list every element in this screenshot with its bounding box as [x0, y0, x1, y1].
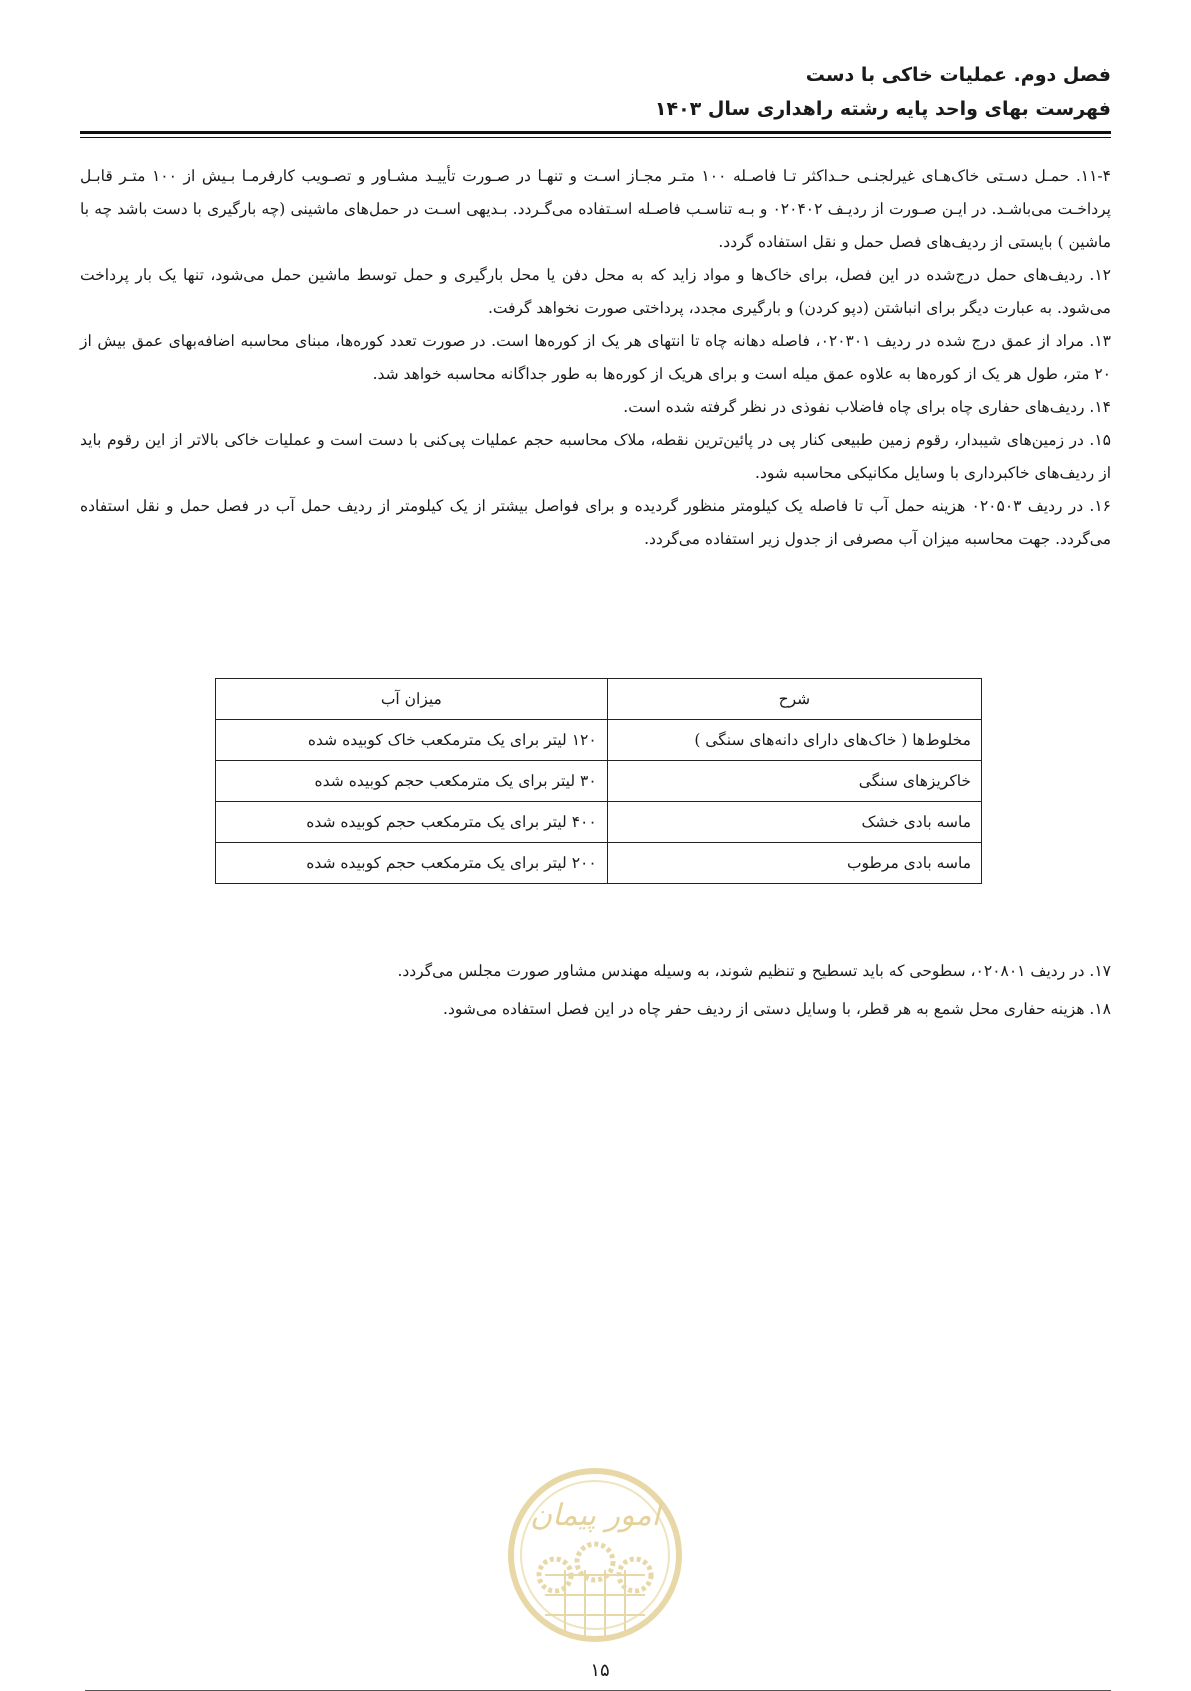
table-row [216, 761, 982, 802]
table-row [216, 843, 982, 884]
note-paragraph: ۱۳. مراد از عمق درج شده در ردیف ۰۲۰۳۰۱، فاصله دهانه چاه تا انتهای هر یک از کوره‌ها است. در صورت تعدد کوره‌ها، مبنای محاسبه اضافه‌بهای عمق بیش از ۲۰ متر، طول هر یک از کوره‌ها به علاوه عمق میله است و برای هریک از کوره‌ها به طور جداگانه محاسبه خواهد شد. [80, 332, 1111, 383]
note-paragraph: ۱۷. در ردیف ۰۲۰۸۰۱، سطوحی که باید تسطیح و تنظیم شوند، به وسیله مهندس مشاور صورت مجلس می‌گردد. [397, 962, 1111, 980]
page-number: ۱۵ [590, 1660, 610, 1681]
table-row [216, 802, 982, 843]
notes-section-after-table [80, 952, 1111, 1028]
header-rule-thin [80, 137, 1111, 138]
note-paragraph: ۱۵. در زمین‌های شیبدار، رقوم زمین طبیعی کنار پی در پائین‌ترین نقطه، ملاک محاسبه حجم عملیات پی‌کنی با دست است و عملیات خاکی بالاتر از این رقوم باید از ردیف‌های خاکبرداری با وسایل مکانیکی محاسبه شود. [80, 431, 1111, 482]
chapter-title: فصل دوم. عملیات خاکی با دست [805, 64, 1111, 86]
table-cell-description: مخلوط‌ها ( خاک‌های دارای دانه‌های سنگی ) [607, 720, 981, 761]
header-rule-thick [80, 131, 1111, 134]
water-consumption-table [215, 678, 982, 884]
table-cell-description: ماسه بادی مرطوب [607, 843, 981, 884]
table-cell-water-amount: ۳۰ لیتر برای یک مترمکعب حجم کوبیده شده [216, 761, 608, 802]
note-paragraph: ۱۲. ردیف‌های حمل درج‌شده در این فصل، برای خاک‌ها و مواد زاید که به محل دفن یا محل بارگیری و حمل توسط ماشین حمل می‌شود، تنها یک بار پرداخت می‌شود. به عبارت دیگر برای انباشتن (دپو کردن) و بارگیری مجدد، پرداختی صورت نخواهد گرفت. [80, 266, 1111, 317]
table-cell-water-amount: ۴۰۰ لیتر برای یک مترمکعب حجم کوبیده شده [216, 802, 608, 843]
table-row [216, 720, 982, 761]
note-paragraph: ۱۶. در ردیف ۰۲۰۵۰۳ هزینه حمل آب تا فاصله یک کیلومتر منظور گردیده و برای فواصل بیشتر از یک کیلومتر از ردیف حمل آب در فصل حمل و نقل استفاده می‌گردد. جهت محاسبه میزان آب مصرفی از جدول زیر استفاده می‌گردد. [80, 497, 1112, 548]
notes-section [80, 160, 1111, 556]
column-header-description: شرح [607, 679, 981, 720]
table-header-row [216, 679, 982, 720]
table-cell-water-amount: ۱۲۰ لیتر برای یک مترمکعب خاک کوبیده شده [216, 720, 608, 761]
note-paragraph: ۱۴. ردیف‌های حفاری چاه برای چاه فاضلاب نفوذی در نظر گرفته شده است. [623, 398, 1111, 416]
note-paragraph: ۱۱-۴. حمـل دسـتی خاک‌هـای غیرلجنـی حـداکثر تـا فاصـله ۱۰۰ متـر مجـاز اسـت و تنهـا در صـورت تأییـد مشـاور و تصـویب کارفرمـا بـیش از ۱۰۰ متـر قابـل پرداخـت می‌باشـد. در ایـن صـورت از ردیـف ۰۲۰۴۰۲ و بـه تناسـب فاصـله اسـتفاده می‌گـردد. بـدیهی اسـت در حمل‌های ماشینی (چه بارگیری با دست باشد چه با ماشین ) بایستی از ردیف‌های فصل حمل و نقل استفاده گردد. [80, 167, 1111, 251]
watermark-text: امور پیمان [530, 1498, 660, 1533]
table-cell-description: خاکریزهای سنگی [607, 761, 981, 802]
page-header [80, 58, 1111, 126]
book-title: فهرست بهای واحد پایه رشته راهداری سال ۱۴۰۳ [654, 98, 1111, 120]
column-header-water-amount: میزان آب [216, 679, 608, 720]
table-cell-water-amount: ۲۰۰ لیتر برای یک مترمکعب حجم کوبیده شده [216, 843, 608, 884]
note-paragraph: ۱۸. هزینه حفاری محل شمع به هر قطر، با وسایل دستی از ردیف حفر چاه در این فصل استفاده می‌شود. [443, 1000, 1111, 1018]
table-cell-description: ماسه بادی خشک [607, 802, 981, 843]
omoore-peyman-watermark-logo [505, 1440, 685, 1670]
